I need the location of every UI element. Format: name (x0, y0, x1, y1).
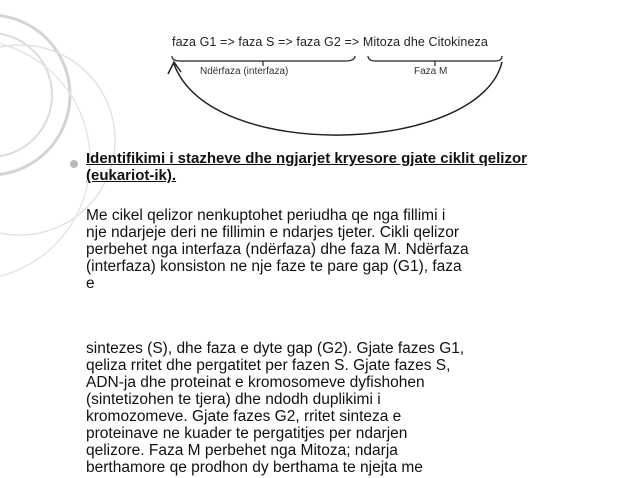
interphase-label: Ndërfaza (interfaza) (200, 66, 289, 77)
paragraph-2: sintezes (S), dhe faza e dyte gap (G2). Gjate fazes G1, qeliza rritet dhe pergatitet per fazen S. Gjate fazes S, ADN-ja dhe proteinat e kromosomeve dyfishohen (sintetizohen te tjera) dhe ndodh duplikimi i kromozomeve. Gjate fazes G2, rritet sinteza e proteinave ne kuader te pergatitjes per ndarjen qelizore. Faza M perbehet nga Mitoza; ndarja berthamore qe prodhon dy berthama te njejta me (86, 340, 465, 476)
section-heading: Identifikimi i stazheve dhe ngjarjet kryesore gjate ciklit qelizor (eukariot-ik). (86, 150, 527, 184)
bullet-icon (70, 160, 78, 168)
paragraph-1: Me cikel qelizor nenkuptohet periudha qe nga fillimi i nje ndarjeje deri ne fillimin e ndarjes tjeter. Cikli qelizor perbehet nga interfaza (ndërfaza) dhe faza M. Ndërfaza (interfaza) konsiston ne nje faze te pare gap (G1), faza e (86, 207, 469, 292)
cell-cycle-diagram (150, 24, 520, 144)
m-phase-label: Faza M (414, 66, 448, 77)
phase-sequence: faza G1 => faza S => faza G2 => Mitoza dhe Citokineza (172, 35, 488, 49)
